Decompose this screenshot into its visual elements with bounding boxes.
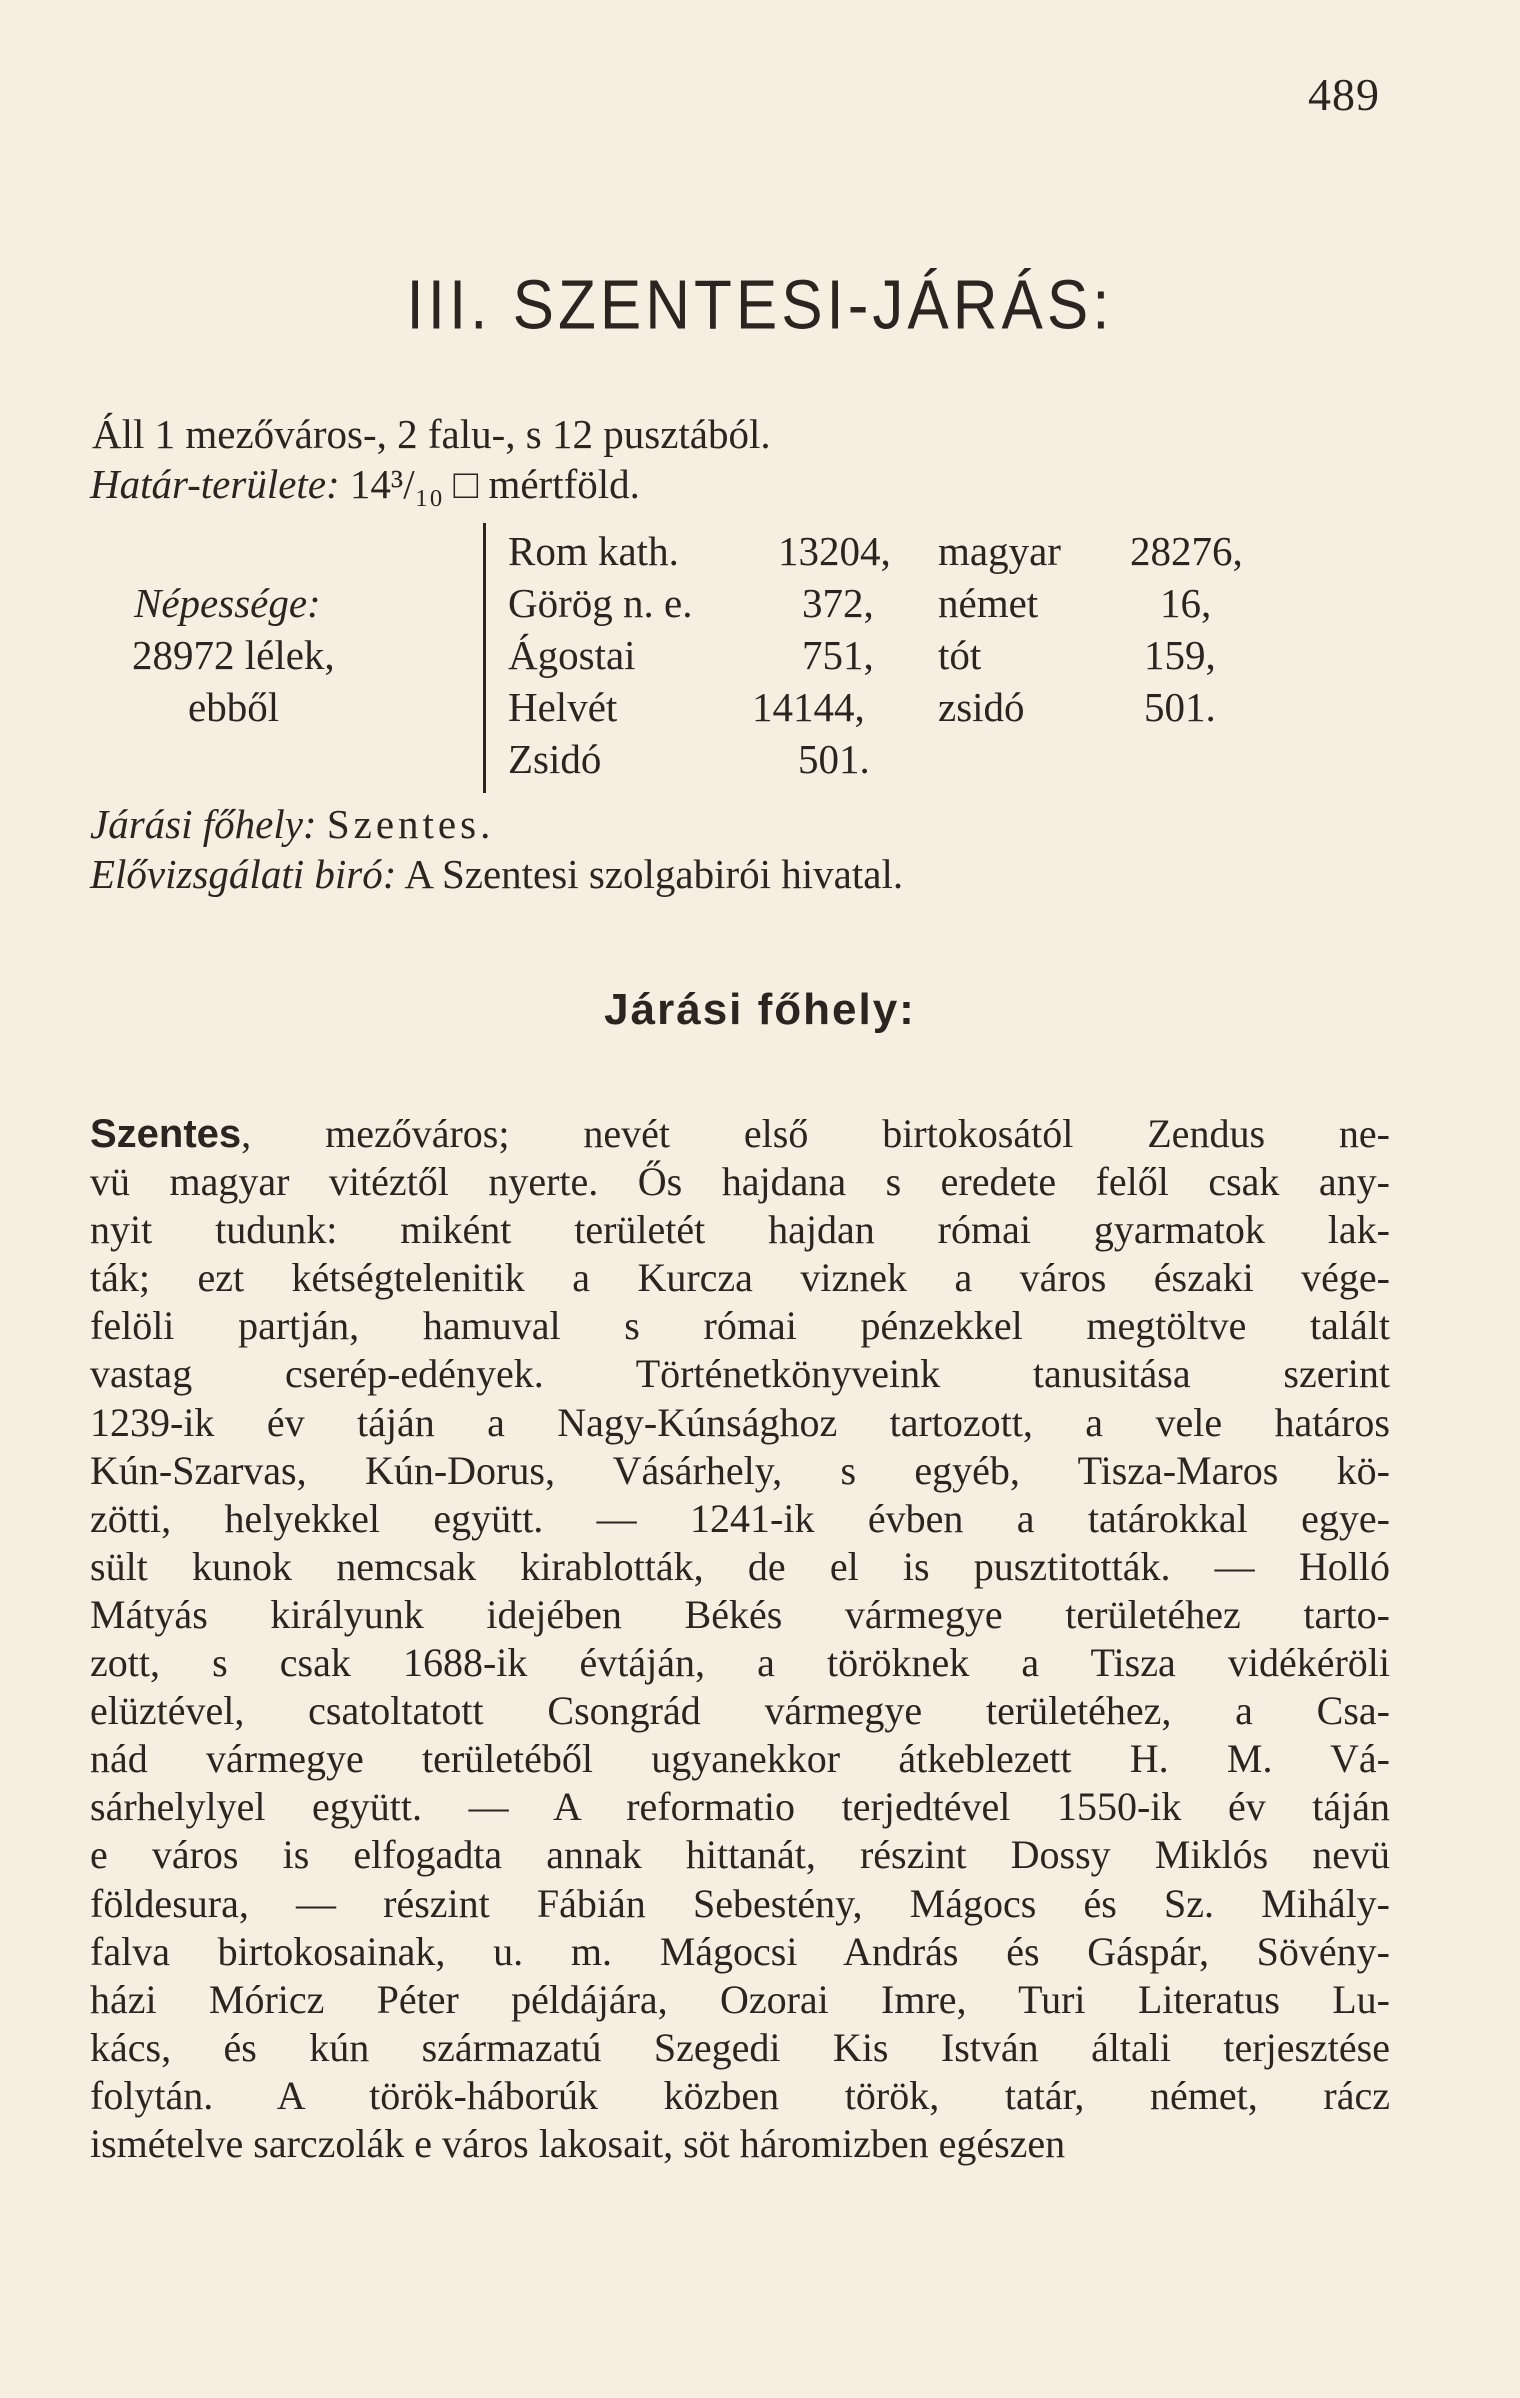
body-line: sült kunok nemcsak kirablották, de el is pusztitották. — Holló xyxy=(90,1543,1390,1589)
body-line: ismételve sarczolák e város lakosait, söt háromizben egészen xyxy=(90,2120,1066,2166)
body-line: sárhelylyel együtt. — A reformatio terjedtével 1550-ik év táján xyxy=(90,1784,1390,1830)
judge-label: Elővizsgálati biró: xyxy=(90,851,397,897)
nationality-count: 159, xyxy=(1144,632,1216,678)
body-line: e város is elfogadta annak hittanát, részint Dossy Miklós nevü xyxy=(90,1832,1390,1878)
body-line: nyit tudunk: miként területét hajdan római gyarmatok lak- xyxy=(90,1207,1390,1253)
religion-count: 501. xyxy=(798,736,870,782)
body-line: , mezőváros; nevét első birtokosától Zendus ne- xyxy=(241,1111,1390,1156)
lead-word: Szentes xyxy=(90,1112,242,1156)
nationality-name: magyar xyxy=(938,528,1061,574)
chapter-title: III. SZENTESI-JÁRÁS: xyxy=(406,266,1114,345)
section-heading: Járási főhely: xyxy=(604,985,916,1034)
area-value: 14³/₁₀ □ mértföld. xyxy=(349,461,640,507)
body-line: falva birtokosainak, u. m. Mágocsi András és Gáspár, Sövény- xyxy=(90,1928,1390,1974)
body-line: felöli partján, hamuval s római pénzekkel megtöltve talált xyxy=(90,1303,1390,1349)
religion-count: 751, xyxy=(802,632,874,678)
religion-count: 372, xyxy=(802,580,874,626)
population-total: 28972 lélek, xyxy=(132,632,335,678)
population-ebbol: ebből xyxy=(188,684,280,730)
body-line: Kún-Szarvas, Kún-Dorus, Vásárhely, s egyéb, Tisza-Maros kö- xyxy=(90,1447,1390,1493)
body-line-first xyxy=(90,1110,1390,1158)
body-paragraph xyxy=(90,1110,1390,2168)
body-line: folytán. A török-háborúk közben török, tatár, német, rácz xyxy=(90,2072,1390,2118)
religion-name: Helvét xyxy=(508,684,618,730)
religion-count: 13204, xyxy=(778,528,891,574)
nationality-count: 28276, xyxy=(1130,528,1243,574)
body-line: vü magyar vitéztől nyerte. Ős hajdana s eredete felől csak any- xyxy=(90,1159,1390,1205)
population-label: Népessége: xyxy=(134,580,321,626)
religion-name: Zsidó xyxy=(508,736,602,782)
religion-count: 14144, xyxy=(752,684,865,730)
nationality-count: 501. xyxy=(1144,684,1216,730)
nationality-name: tót xyxy=(938,632,982,678)
body-line: vastag cserép-edények. Történetkönyveink tanusitása szerint xyxy=(90,1351,1390,1397)
brace-divider xyxy=(483,523,496,793)
body-line: zott, s csak 1688-ik évtáján, a töröknek a Tisza vidékéröli xyxy=(90,1640,1390,1686)
composition-line: Áll 1 mezőváros-, 2 falu-, s 12 pusztából. xyxy=(92,411,771,457)
seat-label: Járási főhely: xyxy=(90,801,317,847)
religion-name: Rom kath. xyxy=(508,528,679,574)
body-line: ták; ezt kétségtelenitik a Kurcza viznek a város északi vége- xyxy=(90,1255,1390,1301)
area-line xyxy=(90,460,640,508)
seat-value: Szentes. xyxy=(326,801,495,847)
nationality-count: 16, xyxy=(1160,580,1212,626)
body-line: Mátyás királyunk idejében Békés vármegye területéhez tarto- xyxy=(90,1591,1390,1637)
nationality-name: német xyxy=(938,580,1039,626)
religion-name: Ágostai xyxy=(508,632,636,678)
body-line: elüztével, csatoltatott Csongrád vármegye területéhez, a Csa- xyxy=(90,1688,1390,1734)
body-line: kács, és kún származatú Szegedi Kis István általi terjesztése xyxy=(90,2024,1390,2070)
religion-name: Görög n. e. xyxy=(508,580,693,626)
area-label: Határ-területe: xyxy=(90,461,340,507)
body-line: földesura, — részint Fábián Sebestény, Mágocs és Sz. Mihály- xyxy=(90,1880,1390,1926)
body-line: nád vármegye területéből ugyanekkor átkeblezett H. M. Vá- xyxy=(90,1736,1390,1782)
seat-line xyxy=(90,800,494,848)
body-line: zötti, helyekkel együtt. — 1241-ik évben a tatárokkal egye- xyxy=(90,1495,1390,1541)
page-number: 489 xyxy=(1308,69,1380,120)
body-line: 1239-ik év táján a Nagy-Kúnsághoz tartozott, a vele határos xyxy=(90,1399,1390,1445)
judge-value: A Szentesi szolgabirói hivatal. xyxy=(404,851,904,897)
population-table xyxy=(90,515,1290,795)
body-line: házi Móricz Péter példájára, Ozorai Imre, Turi Literatus Lu- xyxy=(90,1976,1390,2022)
judge-line xyxy=(90,850,903,898)
nationality-name: zsidó xyxy=(938,684,1025,730)
